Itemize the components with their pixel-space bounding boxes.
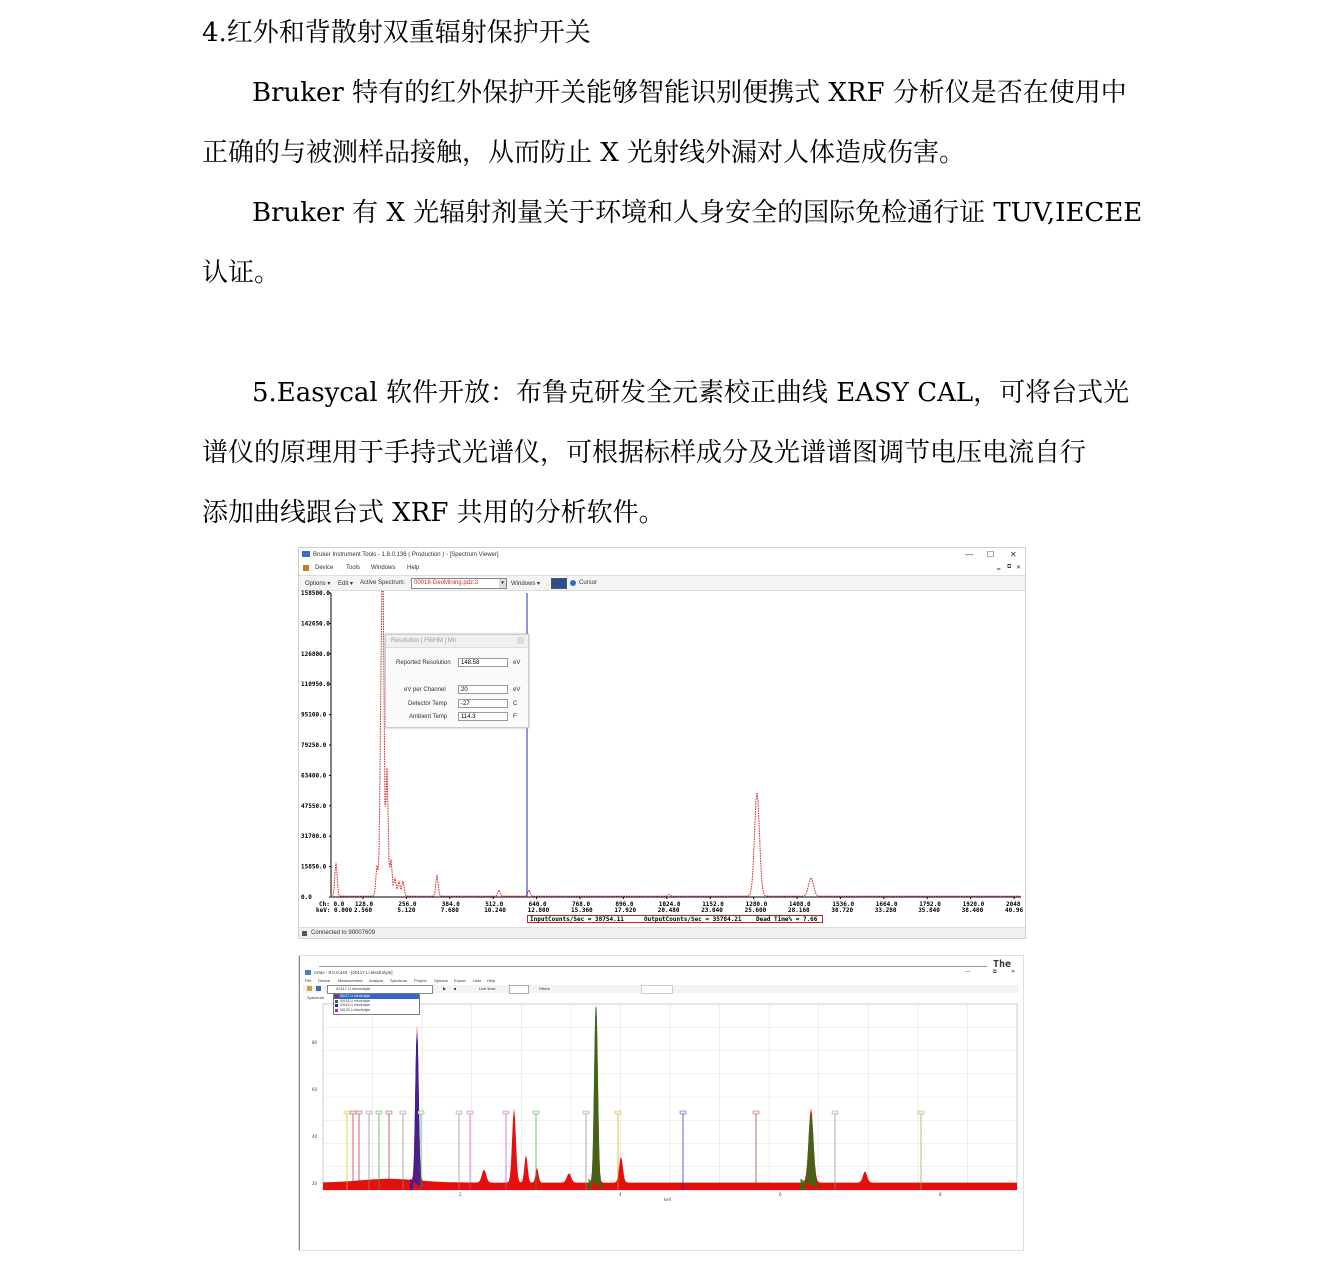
x-tick-label-channel: 896.0 — [615, 901, 634, 908]
stop-icon[interactable]: ■ — [454, 986, 457, 991]
x-row1-label: Ch: 0.0 — [319, 901, 345, 908]
x-tick-label-kev: 5.120 — [397, 907, 416, 914]
menu-device[interactable]: Device — [315, 565, 334, 571]
paragraph-3-line-2: 谱仪的原理用于手持式光谱仪，可根据标样成分及光谱谱图调节电压电流自行 — [202, 438, 1087, 468]
element-marker-tag — [918, 1111, 924, 1114]
mdi-close-button[interactable]: ✕ — [1016, 565, 1022, 571]
paragraph-3-line-3: 添加曲线跟台式 XRF 共用的分析软件。 — [202, 498, 665, 528]
active-spectrum-value: 00018-GeoMining.pdz:3 — [414, 580, 479, 586]
element-marker-tag — [400, 1111, 406, 1114]
search-field[interactable] — [641, 985, 673, 994]
list-item-label: 00118 Li electrolyte — [340, 998, 371, 1003]
menu-help[interactable]: Help — [407, 565, 420, 571]
paragraph-2-line-1: Bruker 有 X 光辐射剂量关于环境和人身安全的国际免检通行证 TUV,IECEE — [252, 198, 1143, 228]
ambient-temp-field[interactable]: 114.3 — [458, 712, 508, 721]
y-tick-label: 0.0 — [301, 894, 312, 901]
element-marker-tag — [615, 1111, 621, 1114]
element-marker-tag — [366, 1111, 372, 1114]
x-tick-label-channel: 256.0 — [398, 901, 417, 908]
element-marker-tag — [533, 1111, 539, 1114]
y-tick-label: 31700.0 — [301, 833, 327, 841]
list-item[interactable] — [334, 1008, 419, 1013]
spectrum-tab[interactable]: Spectrum — [307, 995, 325, 1000]
cursor-icon — [570, 580, 576, 586]
menu-analyze[interactable]: Analyze — [369, 978, 384, 983]
live-time-field[interactable] — [509, 985, 529, 994]
options-menu-button[interactable]: Options ▾ — [305, 581, 331, 587]
paragraph-1-line-1: Bruker 特有的红外保护开关能够智能识别便携式 XRF 分析仪是否在使用中 — [252, 78, 1127, 108]
x-tick-label-channel: 1152.0 — [702, 901, 724, 908]
window-title: Bruker Instrument Tools - 1.8.0.136 ( Production ) - [Spectrum Viewer] — [313, 552, 499, 558]
spectrum-select-value: 00117 Li electrolyte — [336, 986, 371, 991]
status-bar — [299, 927, 1025, 939]
reported-resolution-label: Reported Resolution — [396, 660, 451, 666]
y-tick-label: 158500.0 — [301, 590, 330, 597]
x-tick-label: 8 — [939, 1192, 942, 1197]
x-tick-label-kev: 40.96 — [1005, 907, 1024, 914]
window-title: Artax - 8.0.0.443 - [00117 Li electrolyte] — [314, 970, 393, 975]
artax-spectrum-plot[interactable] — [299, 1000, 1023, 1250]
x-tick-label-channel: 384.0 — [441, 901, 460, 908]
menu-spectrum[interactable]: Spectrum — [390, 978, 408, 983]
x-tick-label-kev: 17.920 — [614, 907, 637, 914]
y-tick-label: 142650.0 — [301, 620, 330, 628]
menu-help[interactable]: Help — [487, 978, 496, 983]
x-tick-label-channel: 1280.0 — [745, 901, 768, 908]
menu-windows[interactable]: Windows — [371, 565, 396, 571]
y-tick-label: 60 — [312, 1087, 318, 1092]
x-axis-label: keV — [664, 1197, 672, 1202]
x-tick-label-kev: 35.840 — [918, 907, 940, 914]
element-marker-tag — [456, 1111, 462, 1114]
y-tick-label: 126800.0 — [301, 650, 330, 658]
detector-temp-field[interactable]: -27 — [458, 699, 508, 708]
app-icon — [302, 551, 310, 557]
app-icon — [305, 970, 311, 975]
corner-text: The — [993, 959, 1012, 970]
menu-export[interactable]: Export — [454, 978, 466, 983]
paragraph-1-line-2: 正确的与被测样品接触，从而防止 X 光射线外漏对人体造成伤害。 — [202, 138, 966, 168]
play-icon[interactable]: ▶ — [443, 986, 447, 991]
reported-resolution-field[interactable]: 148.58 — [458, 658, 508, 667]
x-tick-label: 4 — [619, 1192, 622, 1197]
x-tick-label-kev: 23.040 — [701, 907, 723, 914]
element-marker-tag — [356, 1111, 362, 1114]
top-rule — [319, 966, 987, 967]
x-tick-label: 2 — [459, 1192, 462, 1197]
element-marker-tag — [418, 1111, 424, 1114]
y-tick-label: 15850.0 — [301, 863, 327, 871]
x-tick-label-channel: 768.0 — [572, 901, 591, 908]
edit-menu-button[interactable]: Edit ▾ — [338, 581, 354, 587]
artax-window — [298, 955, 1024, 1251]
active-spectrum-select[interactable] — [411, 578, 507, 589]
dead-time: Dead Time% = 7.66 — [756, 916, 818, 923]
reported-resolution-unit: eV — [513, 660, 521, 666]
x-tick-label-kev: 20.480 — [657, 907, 680, 914]
x-tick-label-kev: 15.360 — [571, 907, 593, 914]
paragraph-3-line-1: 5.Easycal 软件开放：布鲁克研发全元素校正曲线 EASY CAL，可将台式光 — [252, 378, 1130, 408]
x-tick-label: 6 — [779, 1192, 782, 1197]
element-marker-tag — [503, 1111, 509, 1114]
dialog-close-icon[interactable] — [517, 637, 524, 644]
menu-tools[interactable]: Tools — [346, 565, 361, 571]
plug-icon — [302, 931, 307, 936]
x-tick-label-kev: 12.800 — [527, 907, 550, 914]
minimize-button[interactable]: — — [965, 969, 970, 975]
ev-per-channel-field[interactable]: 20 — [458, 685, 508, 694]
element-marker-tag — [680, 1111, 686, 1114]
list-item-label: 00120 Li electrolyte — [340, 1007, 371, 1012]
save-icon[interactable] — [316, 986, 321, 991]
element-marker-tag — [467, 1111, 473, 1114]
x-tick-label-kev: 2.560 — [354, 907, 373, 914]
x-tick-label-kev: 28.160 — [788, 907, 810, 914]
mdi-restore-button[interactable]: ⧉ — [1007, 564, 1012, 570]
status-text: Connected to 90007609 — [311, 930, 376, 936]
live-time-label: Live time: — [479, 986, 497, 991]
x-tick-label-kev: 10.240 — [484, 907, 506, 914]
ev-per-channel-unit: eV — [513, 687, 521, 693]
list-item-label: 00117 Li electrolyte — [340, 994, 371, 998]
active-spectrum-label: Active Spectrum: — [360, 580, 406, 586]
x-tick-label-kev: 38.400 — [961, 907, 984, 914]
x-tick-label-channel: 1792.0 — [919, 901, 941, 908]
stats-bar — [527, 915, 823, 923]
maximize-button[interactable]: ⧉ — [993, 969, 997, 975]
element-marker-tag — [832, 1111, 838, 1114]
color-swatch-icon — [335, 1009, 338, 1012]
menu-device[interactable]: Device — [318, 978, 331, 983]
menu-file[interactable]: File — [305, 978, 312, 983]
open-icon[interactable] — [307, 986, 312, 991]
y-tick-label: 110950.0 — [301, 681, 330, 689]
y-tick-label: 20 — [312, 1181, 318, 1186]
x-tick-label-channel: 640.0 — [528, 901, 547, 908]
y-tick-label: 79250.0 — [301, 742, 327, 749]
title-bar — [299, 548, 1025, 562]
menu-project[interactable]: Project — [414, 978, 427, 983]
menu-measurement[interactable]: Measurement — [338, 978, 363, 983]
x-tick-label-channel: 1920.0 — [962, 901, 985, 908]
mdi-minimize-button[interactable]: ‗ — [997, 564, 1001, 570]
x-tick-label-channel: 1536.0 — [832, 901, 855, 908]
x-tick-label-channel: 512.0 — [485, 901, 504, 908]
y-tick-label: 40 — [312, 1134, 318, 1139]
x-tick-label-channel: 2048 — [1006, 901, 1021, 908]
menu-user[interactable]: User — [473, 978, 482, 983]
maximize-button[interactable]: ☐ — [987, 550, 995, 559]
menu-options[interactable]: Options — [434, 978, 448, 983]
x-tick-label-channel: 128.0 — [355, 901, 374, 908]
element-marker-tag — [344, 1111, 350, 1114]
y-tick-label: 95100.0 — [301, 711, 327, 719]
filters-button[interactable]: Filters — [539, 986, 550, 991]
close-button[interactable]: ✕ — [1010, 550, 1017, 559]
x-tick-label-kev: 25.600 — [744, 907, 767, 914]
x-tick-label-kev: 7.680 — [440, 907, 459, 914]
x-tick-label-channel: 1408.0 — [789, 901, 811, 908]
ambient-temp-unit: F — [513, 714, 517, 720]
ev-per-channel-label: eV per Channel — [404, 687, 446, 693]
element-marker-tag — [350, 1111, 356, 1114]
close-button[interactable]: ✕ — [1011, 969, 1016, 975]
paragraph-2-line-2: 认证。 — [202, 258, 281, 288]
y-tick-label: 63400.0 — [301, 772, 327, 780]
x-tick-label-channel: 1664.0 — [875, 901, 898, 908]
detector-temp-unit: C — [513, 701, 518, 707]
document-icon — [303, 565, 309, 571]
y-tick-label: 47550.0 — [301, 802, 327, 810]
element-marker-tag — [386, 1111, 392, 1114]
heading-section-4: 4.红外和背散射双重辐射保护开关 — [202, 18, 591, 48]
x-tick-label-kev: 30.720 — [831, 907, 854, 914]
dialog-title-bar — [386, 635, 528, 648]
x-tick-label-kev: 33.280 — [874, 907, 897, 914]
input-counts: InputCounts/Sec = 38754.11 — [530, 916, 624, 923]
monitor-icon[interactable] — [551, 578, 567, 589]
spectrum-dropdown-list[interactable] — [333, 993, 420, 1015]
element-marker-tag — [376, 1111, 382, 1114]
x-tick-label-channel: 1024.0 — [658, 901, 681, 908]
element-marker-tag — [583, 1111, 589, 1114]
list-item-label: 00119 Li electrolyte — [340, 1003, 371, 1007]
x-row2-label: keV: 0.000 — [316, 907, 353, 914]
bruker-instrument-tools-window — [298, 547, 1026, 939]
y-tick-label: 80 — [312, 1040, 318, 1045]
windows-menu-button[interactable]: Windows ▾ — [511, 581, 541, 587]
resolution-dialog — [385, 634, 529, 728]
chevron-down-icon: ▾ — [499, 579, 506, 588]
toolbar — [299, 575, 1025, 591]
toolbar — [303, 985, 1019, 993]
dialog-title: Resolution | FWHM | Mn — [391, 638, 457, 644]
ambient-temp-label: Ambient Temp — [409, 714, 448, 720]
element-marker-tag — [753, 1111, 759, 1114]
cursor-button[interactable]: Cursor — [579, 580, 598, 586]
detector-temp-label: Detector Temp — [408, 701, 447, 707]
minimize-button[interactable]: — — [965, 550, 973, 559]
menu-bar — [299, 562, 1025, 574]
output-counts: OutputCounts/Sec = 35784.21 — [644, 916, 742, 923]
